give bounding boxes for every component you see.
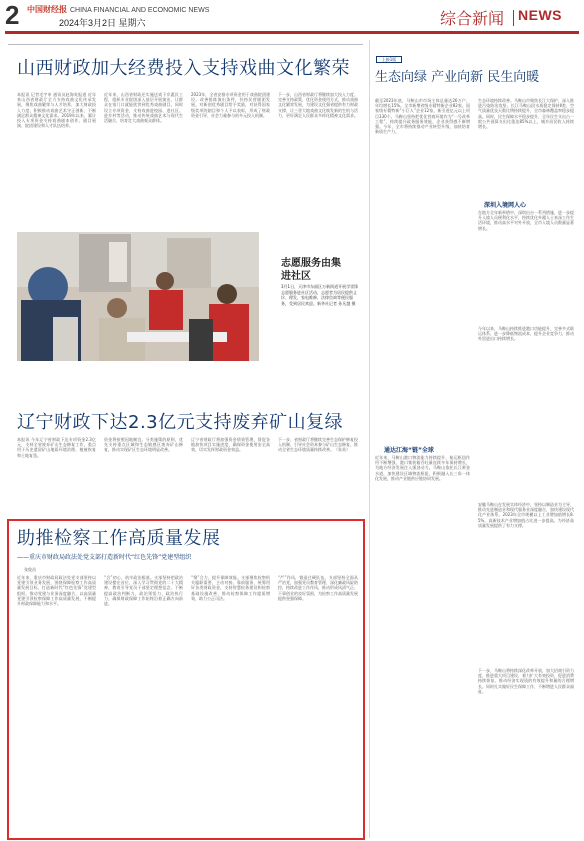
story2-col1: 本报讯 今年辽宁省财政下达专项资金2.3亿元，支持全省废弃矿山生态修复工作，重点用于历史遗留矿山地质环境治理、植被恢复和土地复垦。 xyxy=(17,437,96,458)
section-divider xyxy=(513,10,514,26)
masthead-en: CHINA FINANCIAL AND ECONOMIC NEWS xyxy=(70,7,210,14)
section-title-en: NEWS xyxy=(518,7,562,23)
story3-col3: “聚”合力，提升保障效能。支部聚焦检察机关履职需要，主动对接、靠前服务，统筹用好各类财政资金，支持智慧检务建设和检察基础设施改善，推动检察保障工作提质增效，助力公正司法。 xyxy=(191,575,270,601)
story3-subhead: ——重庆市财政局政法处党支部打造新时代“红色先锋”党建型组织 xyxy=(17,554,192,561)
story3-col4: “严”作风，锻造过硬队伍。支部坚持全面从严治党，加强党员教育管理，深化廉政风险防控，持续改进工作作风，推动形成风清气正、干事创业的良好氛围，为检察工作高质量发展提供坚强保障。 xyxy=(278,575,358,601)
right-headline: 生态向绿 产业向新 民生向暖 xyxy=(375,70,540,85)
section-title-cn: 综合新闻 xyxy=(440,9,505,28)
masthead-cn: 中国财经报 xyxy=(27,5,67,14)
page-number: 2 xyxy=(5,0,20,30)
right-col1-body: 截至2023年底，马鞍山市市场主体总量达26万户，年均增长15%。全市新增省级专精特新企业82家，国家级专精特新“小巨人”企业12家，新引进亿元以上项目330个。马鞍山坚持把优化营商环境作为“一号改革工程”，持续提升政务服务效能，企业获得感不断增强。今年，全市将持续推动产业转型升级，加快培育新质生产力。 xyxy=(375,98,470,135)
right-subhead-2: 通达江海“链”全球 xyxy=(384,447,434,454)
page-header xyxy=(0,0,584,34)
story2-col3: 辽宁省财政厅将加强资金绩效管理，督促各地加快项目实施进度，确保资金使用安全高效，切实发挥财政资金效益。 xyxy=(191,437,270,453)
story2-headline: 辽宁财政下达2.3亿元支持废弃矿山复绿 xyxy=(17,412,344,433)
story1-headline: 山西财政加大经费投入支持戏曲文化繁荣 xyxy=(17,58,350,79)
story1-col2: 近年来，山西省财政还实施送戏下乡惠民工程，组织专业院团深入基层开展演出，让群众在家门口就能欣赏到优秀戏曲剧目。同时设立专项资金，支持戏曲进校园、进社区、进乡村等活动，推动传统戏曲艺术与现代生活融合，培育壮大戏曲观众群体。 xyxy=(104,92,183,124)
news-photo xyxy=(17,232,259,361)
photo-caption-body: 3月1日，天津市东丽区万新街道开展学雷锋志愿服务进社区活动，志愿者为居民提供义诊、理发、家电维修、法律咨询等便民服务，受到居民欢迎。新华社记者 孙凡越 摄 xyxy=(281,284,359,306)
story3-col1: 近年来，重庆市财政局政法处党支部坚持以党建引领业务发展，围绕保障检察工作高质量发展目标，打造新时代“红色先锋”党建型组织，推动党建与业务深度融合，以高质量党建引领检察保障工作高质量发展，不断提升财政保障能力和水平。 xyxy=(17,575,96,607)
story1-col4: 下一步，山西省财政厅将继续加大投入力度，完善支持政策，优化资金使用方式，推动戏曲文化繁荣发展，为建设文化强省提供有力财政支撑，让三晋大地戏曲文化焕发新的生机与活力，更好满足人民群众多样化精神文化需求。 xyxy=(278,92,358,118)
publication-date: 2024年3月2日 星期六 xyxy=(59,18,146,28)
story2-col4: 下一步，省财政厅将继续完善生态保护修复投入机制，引导社会资本参与矿山生态修复，推动全省生态环境质量持续改善。（朱英） xyxy=(278,437,358,453)
right-col2-body5: 下一步，马鞍山将持续深化改革开放，加大招商引资力度，推进重大项目建设，着力扩大有效投资，促进消费持续恢复，推动经济实现质的有效提升和量的合理增长。同时扎实做好民生保障工作，不断增进人民群众福祉。 xyxy=(478,668,574,694)
header-rule xyxy=(5,31,579,34)
continued-tag: 上接1版 xyxy=(376,56,402,63)
story3-col2: “合”初心，筑牢政治根基。支部坚持把政治建设摆在首位，深入学习贯彻党的二十大精神，教育引导党员干部坚定理想信念，不断提高政治判断力、政治领悟力、政治执行力，确保财政保障工作始终沿着正确方向前进。 xyxy=(104,575,183,607)
right-subhead-1: 深圳入境网人心 xyxy=(484,202,527,209)
right-col1-body2: 近年来，马鞍山港口物流能力持续提升，航运枢纽作用不断增强，港口集装箱吞吐量连续多年保持增长，为地方经济发展注入强劲动力。马鞍山依托长江黄金水道，加快建设区域物流枢纽，积极融入长三角一体化发展，推动产业链供应链协同发展。 xyxy=(375,455,470,481)
story3-headline: 助推检察工作高质量发展 xyxy=(17,528,221,549)
right-col2-body4: 安徽马鞍山在发展实体经济中，坚持以制造业为主导，推动先进制造业和现代服务业深度融合，加快建设现代化产业体系。2023年全市规模以上工业增加值增长8.5%，高新技术产业增加值占比进一步提高，为经济高质量发展提供了有力支撑。 xyxy=(478,502,574,528)
newspaper-masthead xyxy=(27,4,209,15)
column-divider xyxy=(369,40,370,838)
story2-col2: 资金将按照因地制宜、分类施策的原则，优先支持重点区域和生态敏感区废弃矿山修复，推动实现矿区生态环境明显改善。 xyxy=(104,437,183,453)
right-col2-body: 生态环境持续改善。马鞍山市聚焦长江大保护，深入推进污染防治攻坚，长江马鞍山段水质稳定保持Ⅱ类，空气质量优良天数比例持续提升，全市森林覆盖率稳步提高。同时，民生保障水平稳步提升，全年民生支出占一般公共预算支出比重达85%以上，城乡居民收入持续增长。 xyxy=(478,98,574,130)
volunteer-service-photo xyxy=(17,232,259,361)
lead-rule xyxy=(8,44,363,45)
photo-caption-title: 志愿服务由集进社区 xyxy=(281,258,341,282)
story3-byline: 张俊昌 xyxy=(24,567,36,572)
story1-col3: 2023年，全省安排专项资金用于戏曲院团建设，改善排练演出条件，扶持民营剧团发展。对新创优秀剧目给予奖励，对获得国家级奖项的剧目和个人予以表彰，形成了财政资金引导、社会力量参与的多元投入机制。 xyxy=(191,92,270,118)
story1-col1: 本报讯 记者毛宇申 通讯员赵海英报道 近年来山西省财政厅全力支持戏曲文化传承发展，聚焦戏曲繁荣与人才培养，加大财政投入力度，积极推动戏曲艺术守正创新，不断满足群众精神文化需求。2019年以来，累计投入专项资金支持戏曲剧本创作、剧目展演、院团建设和人才队伍培养。 xyxy=(17,92,96,129)
right-col2-body2: 在地方全年新举措中，深圳出台一系列措施，进一步提升入境人员便利化水平，持续优化外籍人士来深工作生活环境，推动高水平对外开放，全市入境人员数量显著增长。 xyxy=(478,210,574,231)
right-col2-body3: 今年以来，马鞍山持续推进港口功能提升，完善多式联运体系，进一步降低物流成本，提升企业竞争力，推动外贸进出口持续增长。 xyxy=(478,326,574,342)
